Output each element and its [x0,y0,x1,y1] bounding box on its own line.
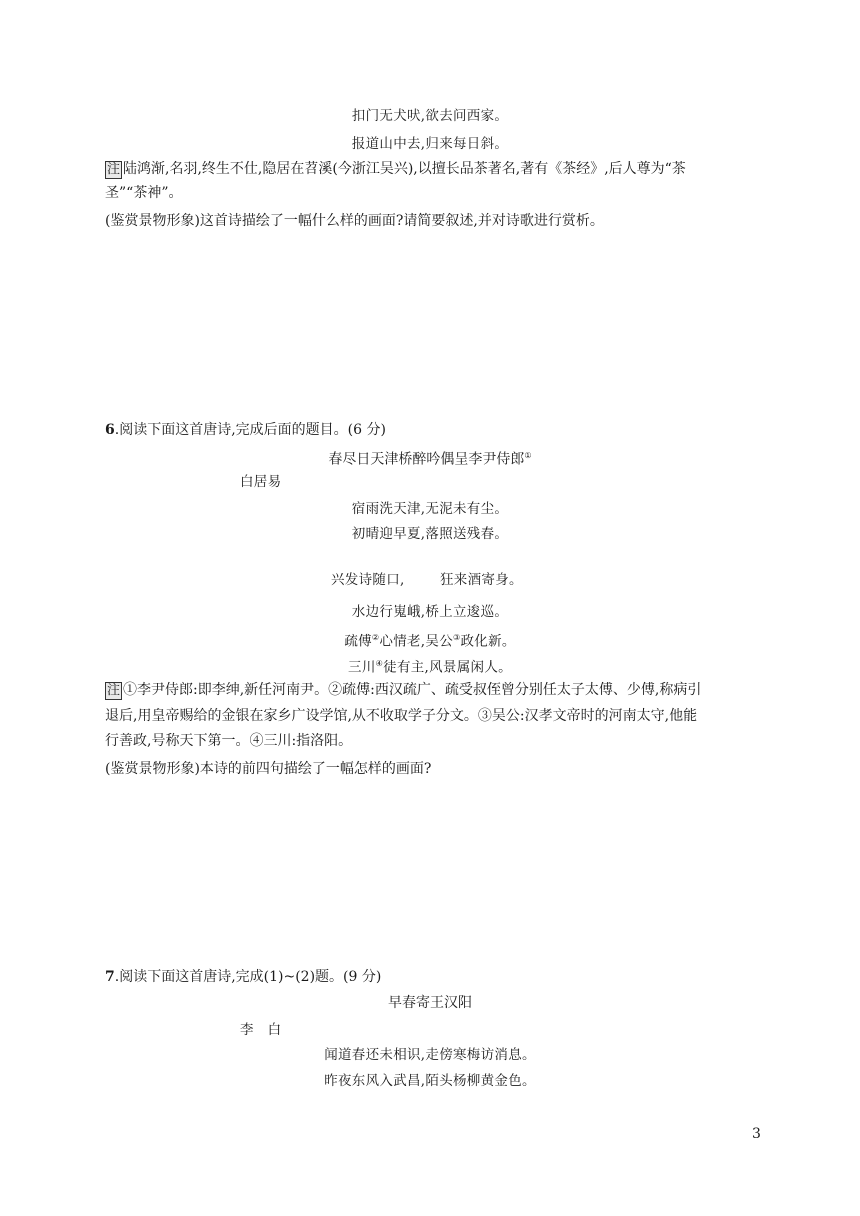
note-text: 退后,用皇帝赐给的金银在家乡广设学馆,从不收取学子分文。③吴公:汉孝文帝时的河南太守,他能 [105,708,698,724]
note-tag: 注 [107,683,121,698]
page-number: 3 [752,1126,761,1142]
poem-text: 三川 [348,659,376,676]
poem-line: 扣门无犬吠,欲去问西家。 [351,108,509,124]
note-text: ①李尹侍郎:即李绅,新任河南尹。②疏傅:西汉疏广、疏受叔侄曾分别任太子太傅、少傅,称病引 [123,682,702,698]
poem-line [0,628,860,652]
footnote-marker: ③ [453,633,461,642]
poem-text: 心情老,吴公 [379,633,453,650]
question-text: (鉴赏景物形象)本诗的前四句描绘了一幅怎样的画面? [105,761,432,777]
poem-line: 昨夜东风入武昌,陌头杨柳黄金色。 [324,1073,536,1089]
poem-line: 闻道春还未相识,走傍寒梅访消息。 [324,1047,536,1063]
poem-line: 报道山中去,归来每日斜。 [351,136,509,152]
question-number: 6 [105,422,115,438]
poem-line: 宿雨洗天津,无泥未有尘。 [351,501,509,517]
note-text: 陆鸿渐,名羽,终生不仕,隐居在苕溪(今浙江吴兴),以擅长品茶著名,著有《茶经》,后人尊为“茶 [123,161,686,177]
question-text: (鉴赏景物形象)这首诗描绘了一幅什么样的画面?请简要叙述,并对诗歌进行赏析。 [105,213,604,229]
poem-author: 白居易 [240,474,282,490]
question-prompt: .阅读下面这首唐诗,完成后面的题目。(6 分) [114,422,386,438]
question-number: 7 [105,969,115,985]
poem-text: 疏傅 [344,633,372,650]
footnote-marker: ④ [375,659,384,668]
poem-text: 政化新。 [460,633,516,650]
poem-author: 李 白 [240,1022,282,1038]
poem-title: 早春寄王汉阳 [388,995,472,1011]
note-text: 行善政,号称天下第一。④三川:指洛阳。 [105,733,353,749]
note-tag: 注 [107,162,121,177]
footnote-marker: ① [524,451,532,460]
footnote-marker: ② [371,633,380,642]
poem-line: 初晴迎早夏,落照送残春。 [351,526,509,542]
note-paragraph [105,680,701,700]
note-paragraph [105,159,686,179]
note-text: 圣”“茶神”。 [105,185,183,201]
poem-line: 狂来酒寄身。 [440,572,523,588]
poem-title-text: 春尽日天津桥醉吟偶呈李尹侍郎 [328,451,525,468]
question-heading [105,420,386,440]
question-prompt: .阅读下面这首唐诗,完成(1)~(2)题。(9 分) [114,969,382,985]
poem-line: 水边行嵬峨,桥上立逡巡。 [351,604,509,620]
question-heading [105,967,381,987]
poem-title [0,446,860,470]
poem-line [0,654,860,678]
poem-text: 徒有主,风景属闲人。 [383,659,512,676]
poem-line: 兴发诗随口, [331,572,405,588]
